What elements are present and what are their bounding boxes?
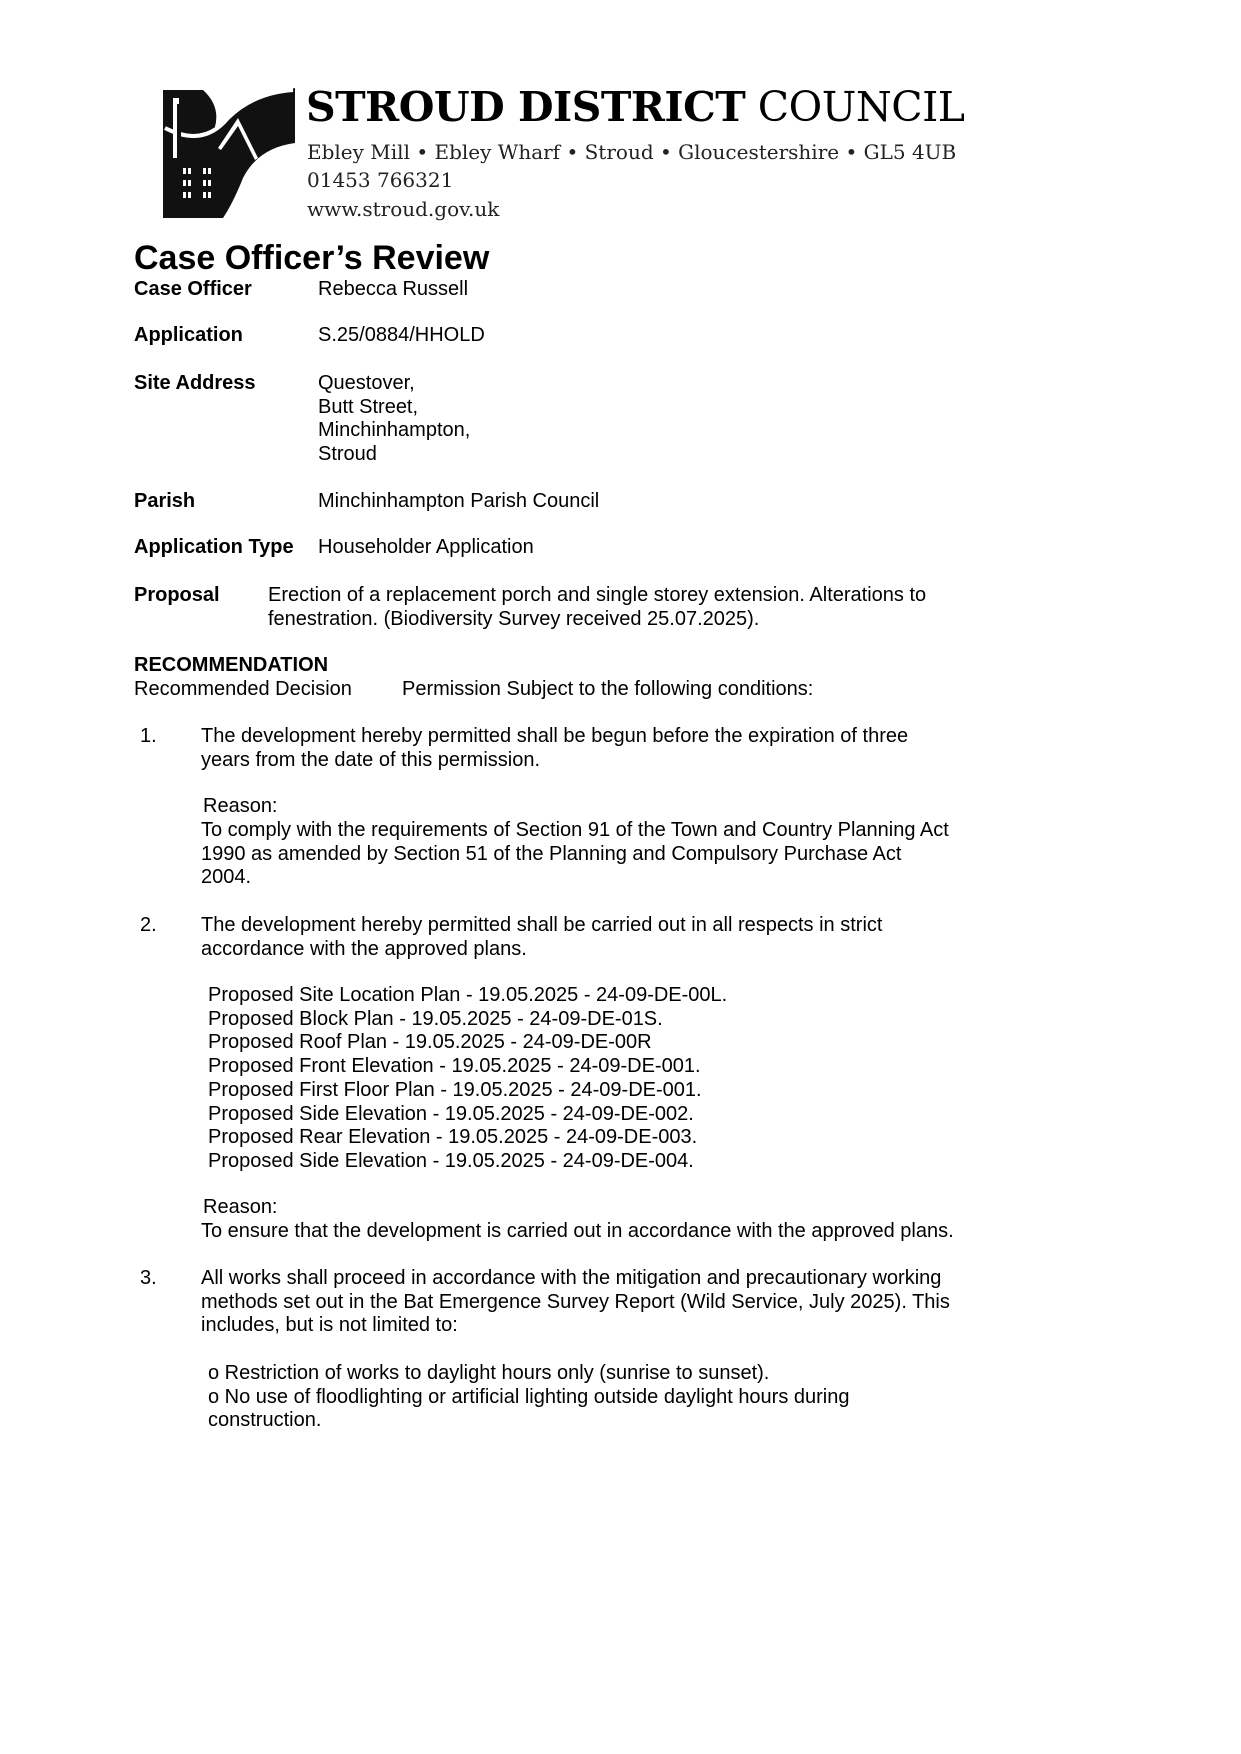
plan-item: Proposed Block Plan - 19.05.2025 - 24-09-DE-01S. (208, 1007, 663, 1030)
condition-text (201, 1267, 950, 1338)
application-type-label: Application Type (134, 536, 294, 558)
org-name-light: COUNCIL (757, 83, 965, 131)
address-line: Stroud (318, 442, 377, 465)
mitigation-list (208, 1362, 850, 1433)
org-phone: 01453 766321 (307, 168, 454, 192)
condition-number: 3. (140, 1267, 157, 1289)
page-title: Case Officer’s Review (134, 239, 490, 277)
recommendation-heading: RECOMMENDATION (134, 654, 329, 676)
mitigation-item: construction. (208, 1409, 322, 1432)
condition-number: 2. (140, 914, 157, 936)
condition-line: The development hereby permitted shall be begun before the expiration of three (201, 725, 909, 747)
case-officer-label: Case Officer (134, 278, 252, 300)
condition-line: years from the date of this permission. (201, 748, 541, 771)
plan-item: Proposed Roof Plan - 19.05.2025 - 24-09-DE-00R (208, 1031, 652, 1054)
plan-item: Proposed First Floor Plan - 19.05.2025 - 24-09-DE-001. (208, 1078, 702, 1101)
site-address-label: Site Address (134, 372, 256, 394)
reason-label: Reason: (203, 795, 278, 817)
condition-number: 1. (140, 725, 157, 747)
plan-item: Proposed Site Location Plan - 19.05.2025 - 24-09-DE-00L. (208, 984, 728, 1006)
site-address-value (318, 372, 470, 466)
condition-line: accordance with the approved plans. (201, 937, 527, 960)
org-website: www.stroud.gov.uk (307, 197, 500, 221)
reason-text (201, 819, 949, 890)
reason-label: Reason: (203, 1196, 278, 1218)
recommended-decision-value: Permission Subject to the following conditions: (402, 678, 814, 700)
proposal-line: Erection of a replacement porch and single storey extension. Alterations to (268, 584, 927, 606)
reason-line: To comply with the requirements of Section 91 of the Town and Country Planning Act (201, 819, 949, 841)
plan-item: Proposed Rear Elevation - 19.05.2025 - 24-09-DE-003. (208, 1126, 698, 1149)
mitigation-item: o Restriction of works to daylight hours only (sunrise to sunset). (208, 1362, 770, 1384)
plan-item: Proposed Side Elevation - 19.05.2025 - 24-09-DE-002. (208, 1102, 694, 1125)
recommended-decision-label: Recommended Decision (134, 678, 352, 700)
proposal-value (268, 584, 926, 631)
condition-text (201, 725, 908, 772)
reason-text: To ensure that the development is carried out in accordance with the approved plans. (201, 1220, 954, 1242)
condition-line: All works shall proceed in accordance with the mitigation and precautionary working (201, 1267, 942, 1289)
application-type-value: Householder Application (318, 536, 534, 558)
org-name (306, 84, 965, 130)
plan-item: Proposed Front Elevation - 19.05.2025 - 24-09-DE-001. (208, 1055, 701, 1078)
council-logo-icon (163, 88, 295, 218)
condition-line: The development hereby permitted shall be carried out in all respects in strict (201, 914, 883, 936)
application-label: Application (134, 324, 243, 346)
parish-value: Minchinhampton Parish Council (318, 490, 600, 512)
plan-item: Proposed Side Elevation - 19.05.2025 - 24-09-DE-004. (208, 1149, 694, 1172)
case-officer-value: Rebecca Russell (318, 278, 469, 300)
condition-text (201, 914, 882, 961)
mitigation-item: o No use of floodlighting or artificial lighting outside daylight hours during (208, 1385, 850, 1408)
parish-label: Parish (134, 490, 196, 512)
application-value: S.25/0884/HHOLD (318, 324, 485, 346)
condition-line: methods set out in the Bat Emergence Survey Report (Wild Service, July 2025). This (201, 1290, 950, 1313)
address-line: Butt Street, (318, 395, 419, 418)
address-line: Questover, (318, 372, 415, 394)
reason-line: 2004. (201, 866, 252, 889)
org-address: Ebley Mill • Ebley Wharf • Stroud • Gloucestershire • GL5 4UB (307, 140, 957, 164)
address-line: Minchinhampton, (318, 419, 471, 442)
proposal-line: fenestration. (Biodiversity Survey received 25.07.2025). (268, 607, 760, 630)
approved-plans-list (208, 984, 727, 1174)
org-name-bold: STROUD DISTRICT (306, 83, 746, 131)
proposal-label: Proposal (134, 584, 220, 606)
condition-line: includes, but is not limited to: (201, 1314, 458, 1337)
reason-line: 1990 as amended by Section 51 of the Planning and Compulsory Purchase Act (201, 842, 902, 865)
